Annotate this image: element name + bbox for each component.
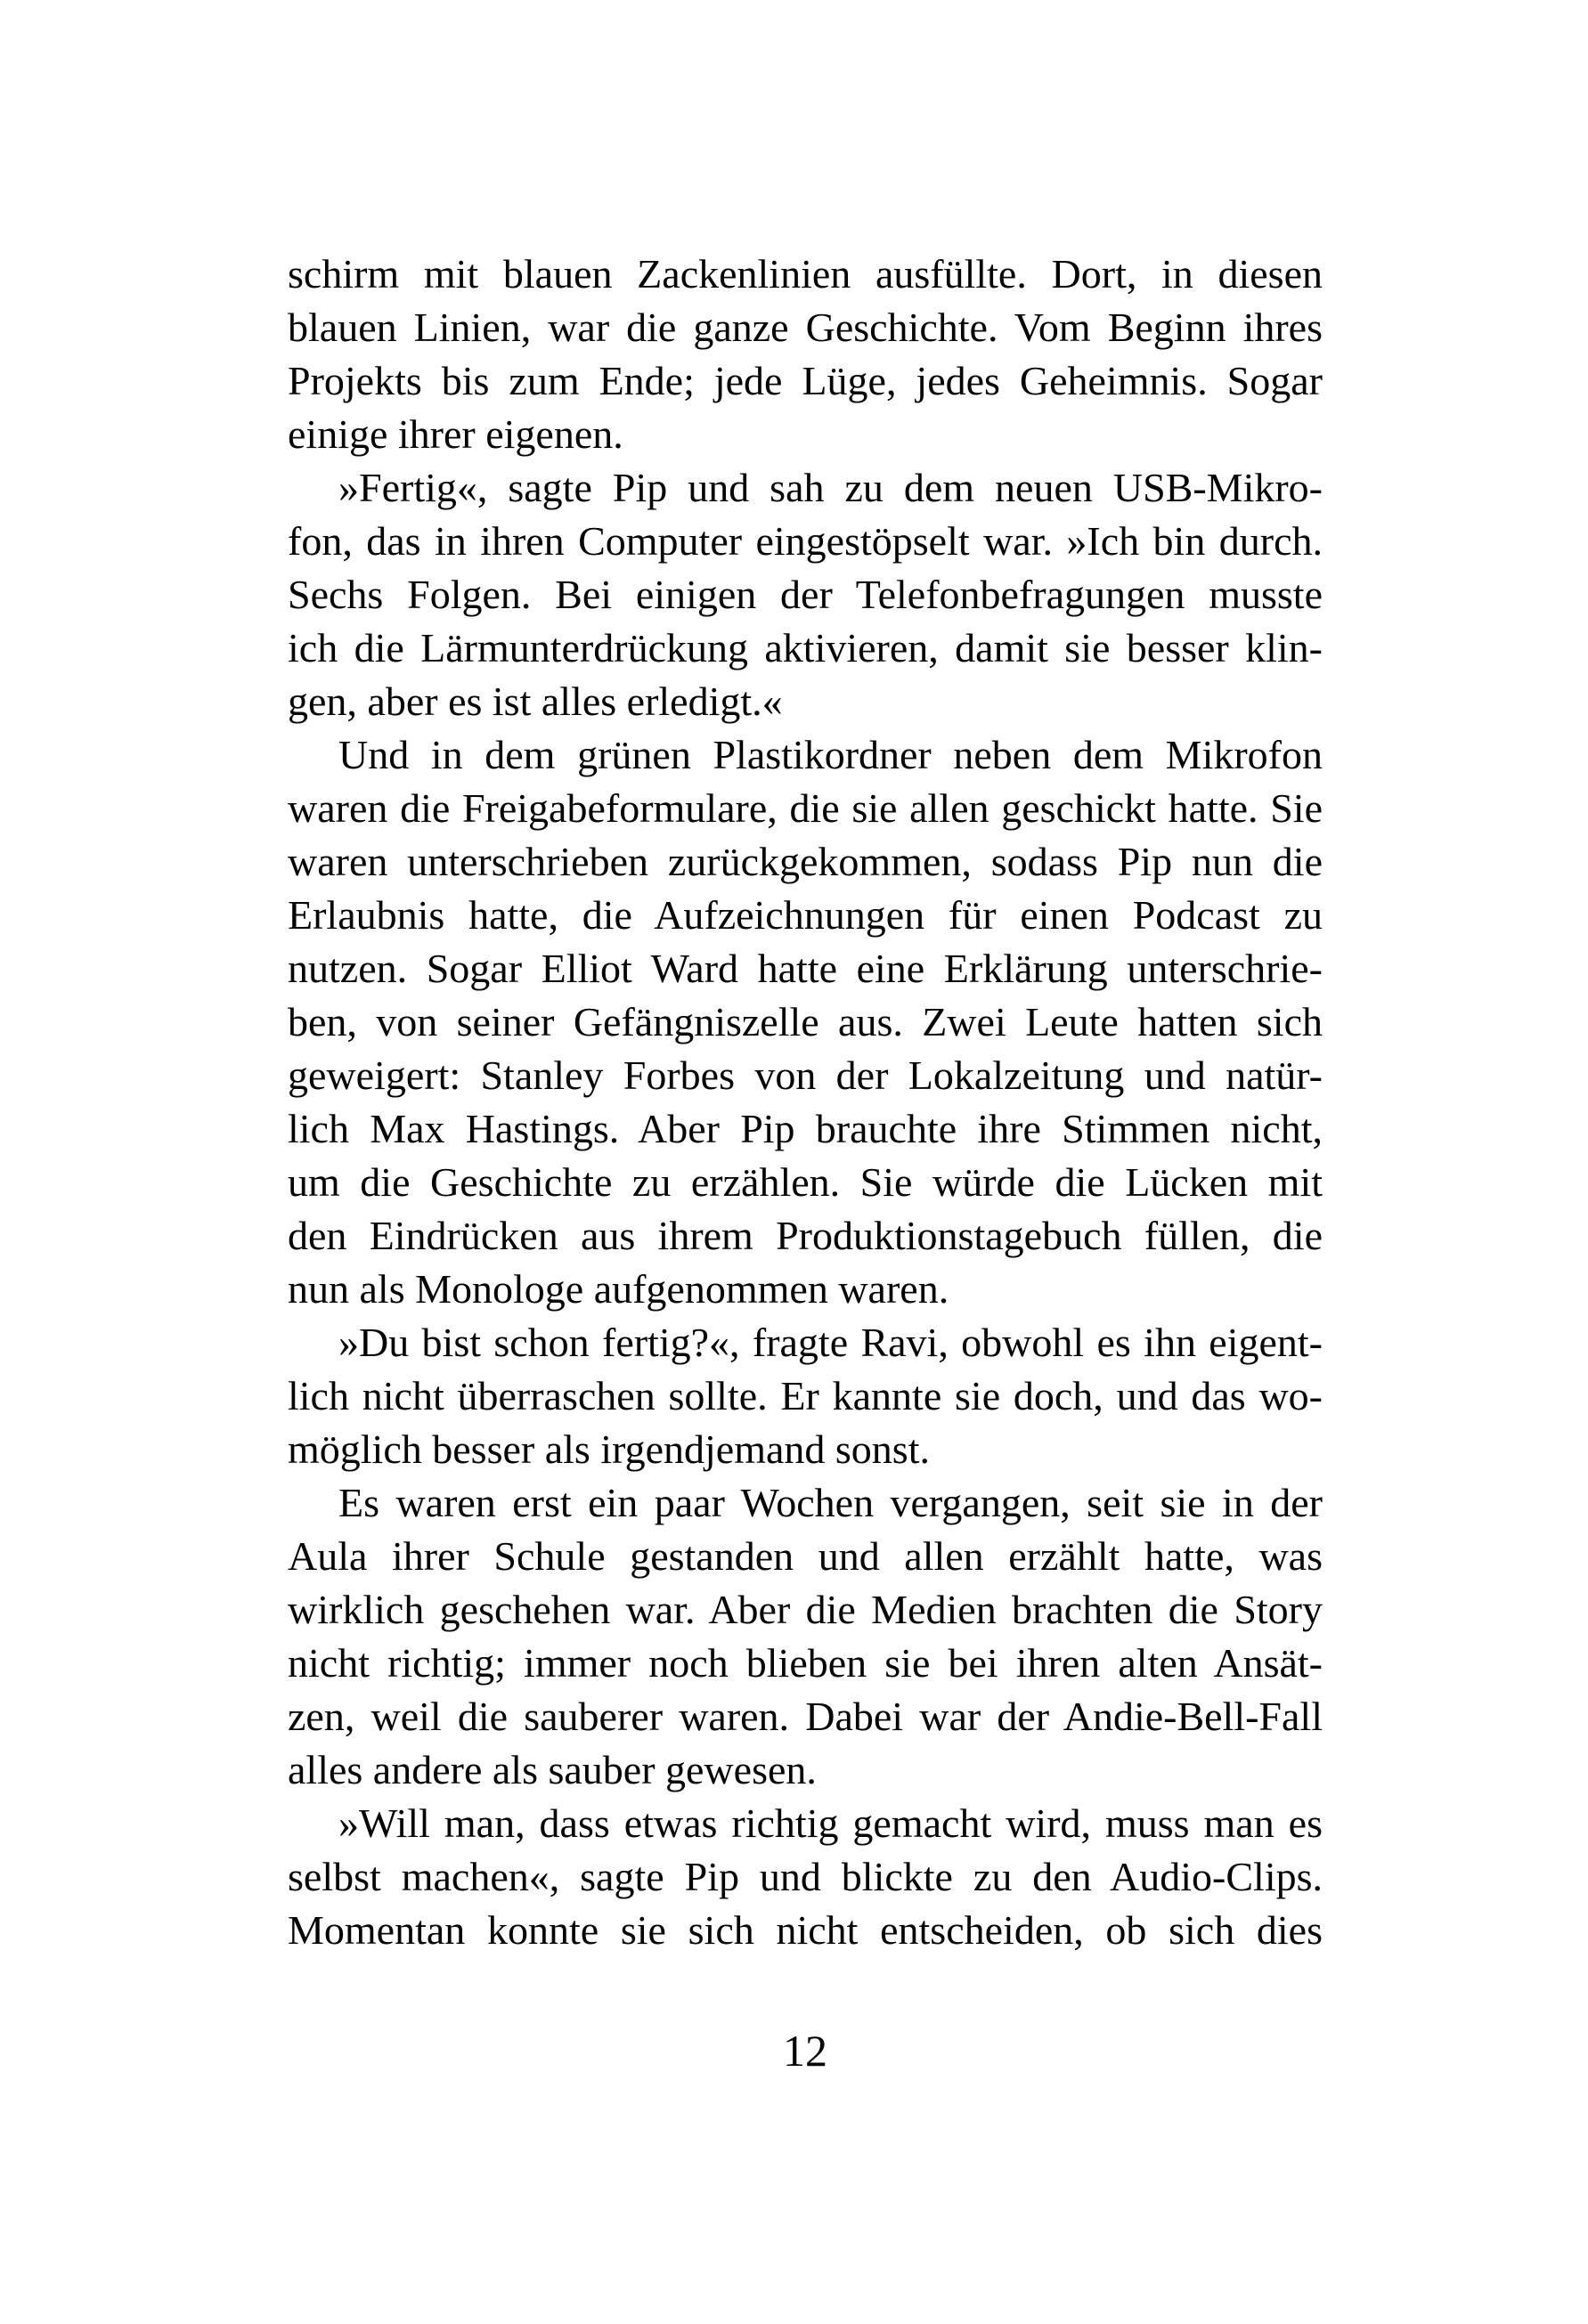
paragraph bbox=[288, 461, 1323, 728]
text-line: fon, das in ihren Computer eingestöpselt war. »Ich bin durch. bbox=[288, 518, 1323, 564]
text-line: ich die Lärmunterdrückung aktivieren, damit sie besser klin- bbox=[288, 625, 1323, 670]
page-text-block bbox=[288, 248, 1323, 1957]
text-line: Erlaubnis hatte, die Aufzeichnungen für einen Podcast zu bbox=[288, 892, 1323, 938]
page-number: 12 bbox=[783, 2026, 827, 2076]
text-line: Momentan konnte sie sich nicht entscheiden, ob sich dies bbox=[288, 1907, 1323, 1953]
paragraph bbox=[288, 1316, 1323, 1476]
text-line: um die Geschichte zu erzählen. Sie würde die Lücken mit bbox=[288, 1159, 1323, 1205]
text-line: möglich besser als irgendjemand sonst. bbox=[288, 1426, 930, 1472]
text-line: den Eindrücken aus ihrem Produktionstagebuch füllen, die bbox=[288, 1213, 1323, 1258]
paragraph bbox=[288, 248, 1323, 461]
text-line: blauen Linien, war die ganze Geschichte. Vom Beginn ihres bbox=[288, 305, 1323, 350]
text-line: ben, von seiner Gefängniszelle aus. Zwei Leute hatten sich bbox=[288, 999, 1323, 1044]
paragraph bbox=[288, 1476, 1323, 1797]
paragraph bbox=[288, 1797, 1323, 1957]
text-line: nun als Monologe aufgenommen waren. bbox=[288, 1266, 949, 1312]
text-line: Aula ihrer Schule gestanden und allen erzählt hatte, was bbox=[288, 1533, 1323, 1579]
paragraph bbox=[288, 728, 1323, 1316]
text-line: gen, aber es ist alles erledigt.« bbox=[288, 679, 783, 724]
text-line: selbst machen«, sagte Pip und blickte zu den Audio-Clips. bbox=[288, 1854, 1323, 1899]
text-line: »Fertig«, sagte Pip und sah zu dem neuen USB-Mikro- bbox=[338, 465, 1323, 510]
text-line: alles andere als sauber gewesen. bbox=[288, 1747, 817, 1792]
text-line: geweigert: Stanley Forbes von der Lokalzeitung und natür- bbox=[288, 1052, 1323, 1098]
text-line: wirklich geschehen war. Aber die Medien brachten die Story bbox=[288, 1587, 1323, 1632]
text-line: schirm mit blauen Zackenlinien ausfüllte. Dort, in diesen bbox=[288, 251, 1323, 297]
text-line: nicht richtig; immer noch blieben sie bei ihren alten Ansät- bbox=[288, 1640, 1323, 1686]
text-line: waren unterschrieben zurückgekommen, sodass Pip nun die bbox=[288, 839, 1323, 884]
text-line: Projekts bis zum Ende; jede Lüge, jedes Geheimnis. Sogar bbox=[288, 358, 1323, 403]
text-line: einige ihrer eigenen. bbox=[288, 411, 623, 457]
text-line: lich nicht überraschen sollte. Er kannte sie doch, und das wo- bbox=[288, 1373, 1323, 1418]
text-line: Sechs Folgen. Bei einigen der Telefonbefragungen musste bbox=[288, 572, 1323, 617]
text-line: lich Max Hastings. Aber Pip brauchte ihre Stimmen nicht, bbox=[288, 1106, 1323, 1151]
text-line: »Will man, dass etwas richtig gemacht wird, muss man es bbox=[338, 1800, 1323, 1846]
text-line: Und in dem grünen Plastikordner neben dem Mikrofon bbox=[338, 732, 1323, 777]
text-line: waren die Freigabeformulare, die sie allen geschickt hatte. Sie bbox=[288, 785, 1323, 831]
text-line: nutzen. Sogar Elliot Ward hatte eine Erklärung unterschrie- bbox=[288, 946, 1323, 991]
text-line: Es waren erst ein paar Wochen vergangen, seit sie in der bbox=[338, 1480, 1323, 1525]
text-line: »Du bist schon fertig?«, fragte Ravi, obwohl es ihn eigent- bbox=[338, 1320, 1323, 1365]
text-line: zen, weil die sauberer waren. Dabei war der Andie-Bell-Fall bbox=[288, 1694, 1323, 1739]
